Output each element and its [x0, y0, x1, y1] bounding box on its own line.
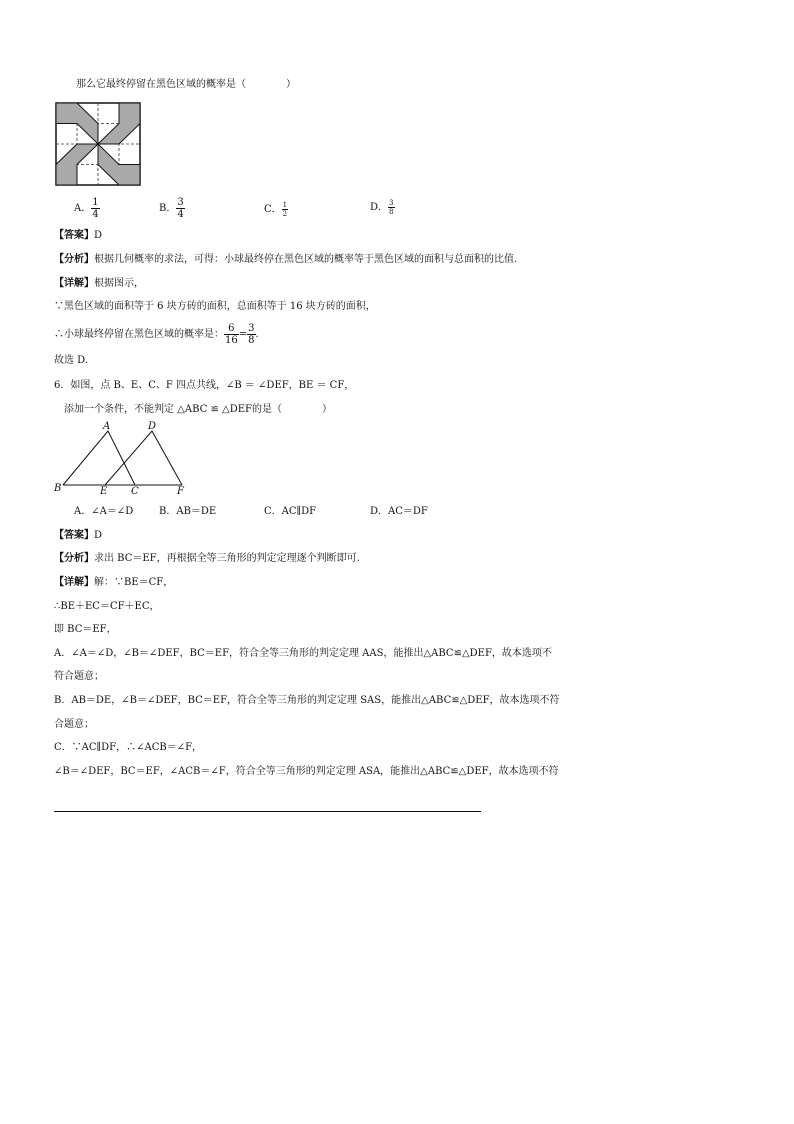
q5-option-a: A． $\frac{1}{4}$ — [74, 197, 99, 220]
label-e: E — [100, 486, 108, 497]
triangle-figure — [52, 420, 192, 500]
q6-option-c: C．AC∥DF — [264, 506, 317, 517]
divider — [54, 811, 481, 812]
label-c: C — [131, 486, 139, 497]
label-f: F — [177, 486, 184, 497]
q6-line-6: 合题意； — [54, 719, 94, 730]
q5-stem: 那么它最终停留在黑色区域的概率是（ ） — [76, 79, 296, 90]
q6-line-7: C．∵AC∥DF，∴∠ACB＝∠F， — [54, 742, 203, 753]
q6-option-b: B．AB＝DE — [159, 506, 217, 517]
q5-answer: 【答案】D — [54, 230, 103, 241]
q6-detail: 【详解】解：∵BE＝CF， — [54, 577, 174, 588]
q6-line-5: B．AB＝DE，∠B＝∠DEF，BC＝EF，符合全等三角形的判定定理 SAS，能推出△ABC≌△DEF，故本选项不符 — [54, 695, 560, 706]
q6-line-4: 符合题意； — [54, 671, 104, 682]
label-d: D — [148, 421, 157, 432]
q5-option-d: D． $\frac{3}{8}$ — [370, 199, 394, 216]
q5-conclusion: 故选 D. — [54, 355, 89, 366]
q6-line-2: 即 BC＝EF， — [54, 624, 117, 635]
q6-answer: 【答案】D — [54, 530, 103, 541]
q5-detail: 【详解】根据图示， — [54, 278, 144, 289]
q6-option-a: A．∠A＝∠D — [74, 506, 134, 517]
pinwheel-figure — [55, 102, 141, 186]
q6-line-8: ∠B＝∠DEF，BC＝EF，∠ACB＝∠F，符合全等三角形的判定定理 ASA，能推出△ABC≌△DEF，故本选项不符 — [54, 766, 559, 777]
label-b: B — [54, 483, 62, 494]
q6-stem-line2: 添加一个条件，不能判定 △ABC ≌ △DEF的是（ ） — [64, 404, 332, 415]
q6-analysis: 【分析】求出 BC＝EF，再根据全等三角形的判定定理逐个判断即可. — [54, 553, 360, 564]
q5-option-c: C． $\frac{1}{2}$ — [264, 201, 288, 218]
q5-option-b: B． $\frac{3}{4}$ — [159, 197, 184, 220]
label-a: A — [103, 421, 111, 432]
q5-line2: ∴小球最终停留在黑色区域的概率是： $\frac{6}{16}$ = $\frac{3}{8}$ . — [54, 323, 259, 346]
triangle-lines — [52, 420, 192, 500]
q6-stem-line1: 6．如图，点 B、E、C、F 四点共线，∠B ＝ ∠DEF，BE ＝ CF， — [54, 380, 355, 391]
q6-option-d: D．AC＝DF — [370, 506, 428, 517]
q6-line-3: A．∠A＝∠D，∠B＝∠DEF，BC＝EF，符合全等三角形的判定定理 AAS，能推出△ABC≌△DEF，故本选项不 — [54, 648, 552, 659]
q6-line-1: ∴BE＋EC＝CF＋EC， — [54, 601, 160, 612]
q5-line1: ∵黑色区域的面积等于 6 块方砖的面积，总面积等于 16 块方砖的面积， — [54, 301, 376, 312]
q5-analysis: 【分析】根据几何概率的求法，可得：小球最终停在黑色区域的概率等于黑色区域的面积与总面积的比值. — [54, 254, 518, 265]
